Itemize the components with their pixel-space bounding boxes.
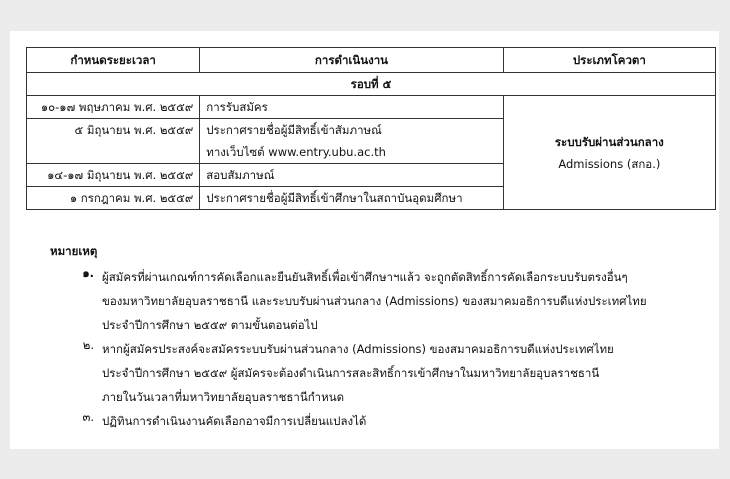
document-page bbox=[10, 31, 719, 449]
row-date: ๑๐-๑๗ พฤษภาคม พ.ศ. ๒๕๕๙ bbox=[27, 96, 200, 119]
quota-type-cell bbox=[503, 96, 715, 210]
schedule-table bbox=[26, 47, 716, 210]
row-activity-website: ทางเว็บไซต์ www.entry.ubu.ac.th bbox=[200, 141, 503, 164]
note-item-1 bbox=[50, 265, 710, 337]
quota-line-1: ระบบรับผ่านส่วนกลาง bbox=[554, 134, 664, 149]
row-activity: สอบสัมภาษณ์ bbox=[200, 164, 503, 187]
quota-line-2: Admissions (สกอ.) bbox=[558, 156, 661, 171]
note-text-line: ผู้สมัครที่ผ่านเกณฑ์การคัดเลือกและยืนยันสิทธิ์เพื่อเข้าศึกษาฯแล้ว จะถูกตัดสิทธิ์การคัดเลือกระบบรับตรงอื่นๆ bbox=[102, 270, 628, 284]
row-activity: ประกาศรายชื่อผู้มีสิทธิ์เข้าสัมภาษณ์ bbox=[200, 119, 503, 142]
note-text-line: ภายในวันเวลาที่มหาวิทยาลัยอุบลราชธานีกำหนด bbox=[102, 390, 345, 404]
note-number: ๑. bbox=[82, 266, 94, 280]
note-text-line: ประจำปีการศึกษา ๒๕๕๙ ตามขั้นตอนต่อไป bbox=[102, 318, 318, 332]
note-number: ๒. bbox=[82, 338, 94, 352]
table-row bbox=[27, 96, 716, 119]
notes-heading: หมายเหตุ bbox=[50, 244, 98, 258]
note-text-line: หากผู้สมัครประสงค์จะสมัครระบบรับผ่านส่วนกลาง (Admissions) ของสมาคมอธิการบดีแห่งประเทศไทย bbox=[102, 342, 614, 356]
note-item-2 bbox=[50, 337, 710, 409]
note-item-3 bbox=[50, 409, 710, 433]
round-row bbox=[27, 73, 716, 96]
header-quota-type: ประเภทโควตา bbox=[503, 48, 715, 73]
table-header-row bbox=[27, 48, 716, 73]
note-text-line: ประจำปีการศึกษา ๒๕๕๙ ผู้สมัครจะต้องดำเนินการสละสิทธิ์การเข้าศึกษาในมหาวิทยาลัยอุบลราชธานี bbox=[102, 366, 600, 380]
note-text-line: ปฏิทินการดำเนินงานคัดเลือกอาจมีการเปลี่ยนแปลงได้ bbox=[102, 414, 367, 428]
notes-section bbox=[50, 243, 710, 433]
note-number: ๓. bbox=[82, 410, 94, 424]
row-date: ๑๔-๑๗ มิถุนายน พ.ศ. ๒๕๕๙ bbox=[27, 164, 200, 187]
row-activity: ประกาศรายชื่อผู้มีสิทธิ์เข้าศึกษาในสถาบันอุดมศึกษา bbox=[200, 187, 503, 210]
row-date: ๑ กรกฎาคม พ.ศ. ๒๕๕๙ bbox=[27, 187, 200, 210]
row-date: ๕ มิถุนายน พ.ศ. ๒๕๕๙ bbox=[27, 119, 200, 164]
note-text-line: ของมหาวิทยาลัยอุบลราชธานี และระบบรับผ่านส่วนกลาง (Admissions) ของสมาคมอธิการบดีแห่งประเทศไทย bbox=[102, 294, 647, 308]
header-period: กำหนดระยะเวลา bbox=[27, 48, 200, 73]
header-activity: การดำเนินงาน bbox=[200, 48, 503, 73]
round-title: รอบที่ ๕ bbox=[27, 73, 716, 96]
row-activity: การรับสมัคร bbox=[200, 96, 503, 119]
